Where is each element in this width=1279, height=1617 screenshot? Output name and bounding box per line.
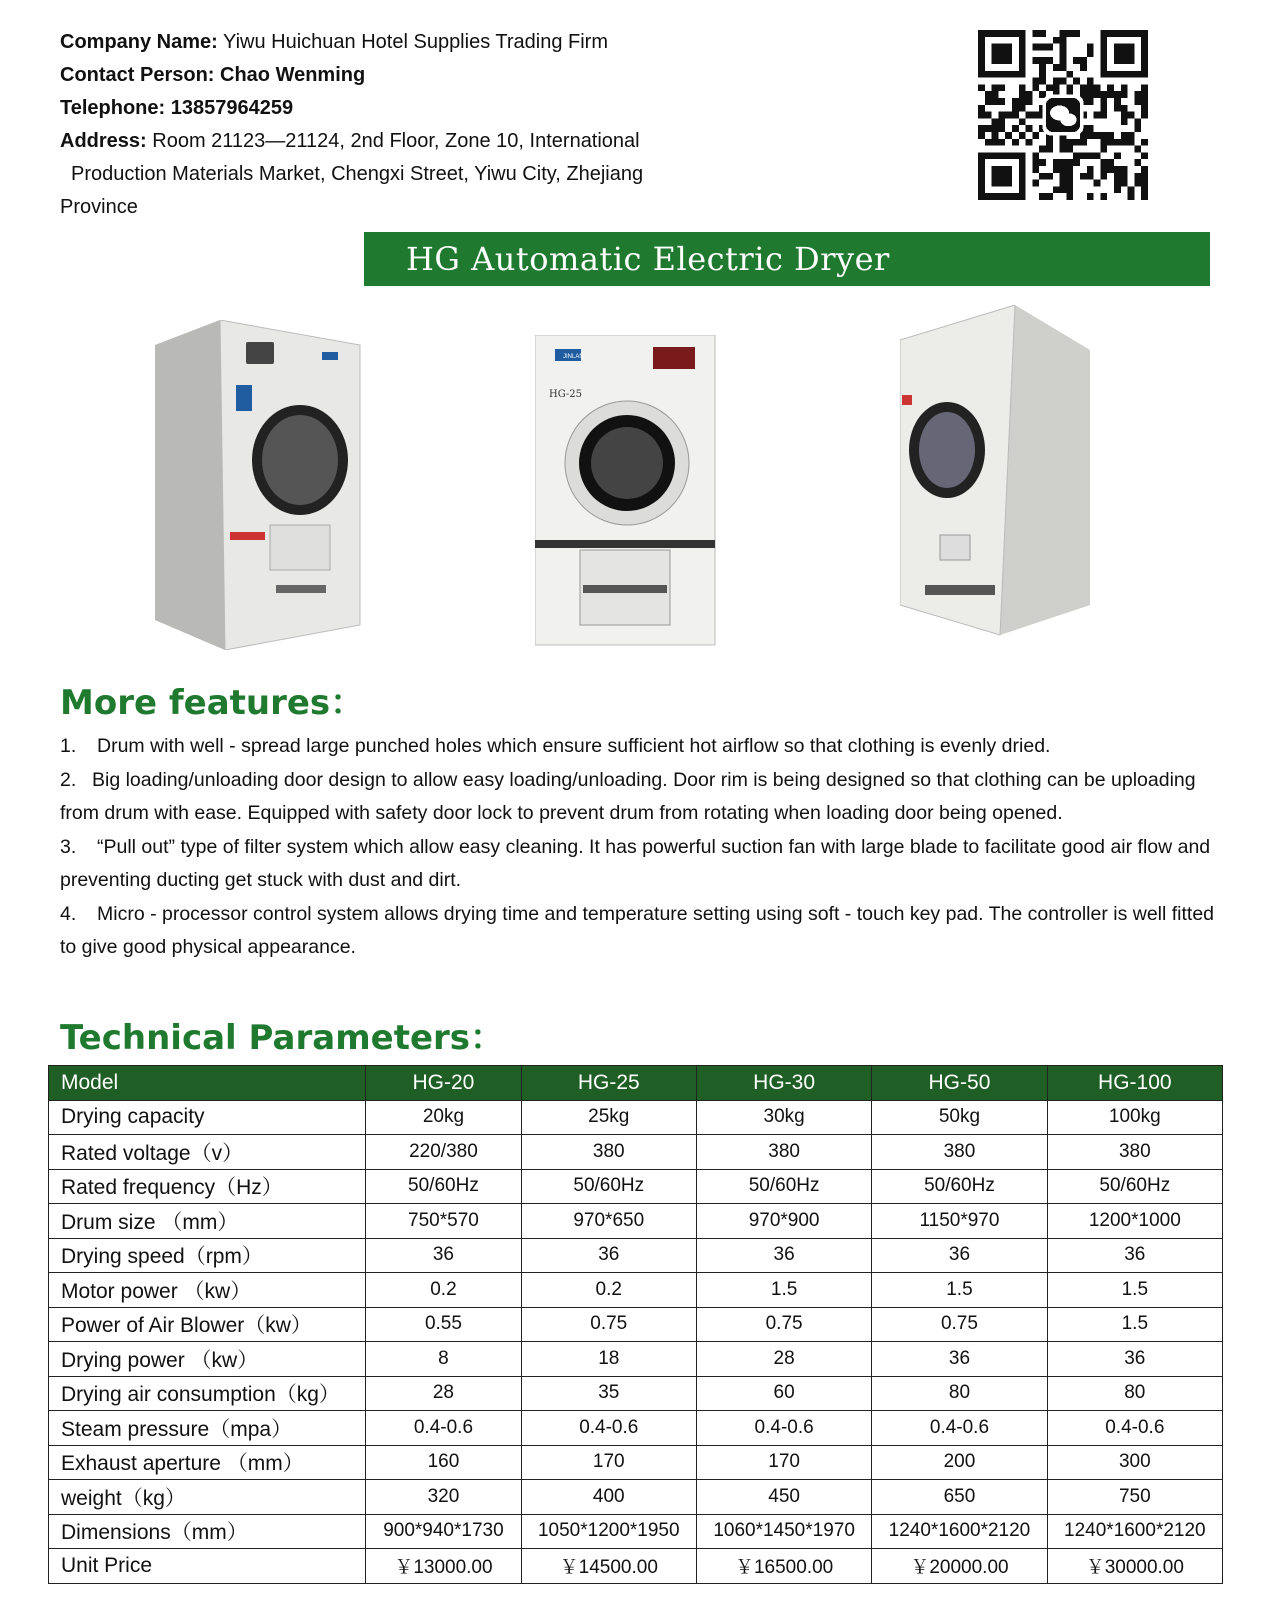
wechat-qr-code — [978, 30, 1148, 200]
parameter-name-cell: Power of Air Blower（kw） — [49, 1307, 366, 1342]
parameter-value-cell: ￥20000.00 — [872, 1549, 1047, 1584]
parameter-value-cell: ￥13000.00 — [366, 1549, 521, 1584]
address-line-1 — [60, 125, 700, 158]
parameter-name-cell: Drying speed（rpm） — [49, 1238, 366, 1273]
parameter-name-cell: Drying air consumption（kg） — [49, 1376, 366, 1411]
features-list — [60, 730, 1220, 965]
header-cell: HG-25 — [521, 1066, 696, 1101]
parameter-value-cell: 1.5 — [1047, 1273, 1222, 1308]
parameter-value-cell: 50/60Hz — [872, 1169, 1047, 1204]
parameter-value-cell: 18 — [521, 1342, 696, 1377]
feature-text: Big loading/unloading door design to allow easy loading/unloading. Door rim is being designed so that clothing can be uploading from drum with ease. Equipped with safety door lock to prevent drum from rotating when loading door being opened. — [60, 768, 1196, 824]
parameter-value-cell: 36 — [366, 1238, 521, 1273]
parameter-value-cell: 170 — [696, 1445, 871, 1480]
parameter-name-cell: Unit Price — [49, 1549, 366, 1584]
table-row — [49, 1549, 1223, 1584]
parameter-value-cell: 25kg — [521, 1100, 696, 1135]
wechat-icon — [1043, 95, 1084, 136]
parameter-value-cell: 0.75 — [872, 1307, 1047, 1342]
address-line-2: Production Materials Market, Chengxi Street, Yiwu City, Zhejiang — [71, 163, 644, 185]
brand-badge: JINLAN — [563, 354, 584, 360]
parameter-name-cell: Dimensions（mm） — [49, 1514, 366, 1549]
parameter-value-cell: 30kg — [696, 1100, 871, 1135]
header-cell: HG-100 — [1047, 1066, 1222, 1101]
parameter-value-cell: 36 — [696, 1238, 871, 1273]
contact-person — [60, 59, 700, 92]
table-row — [49, 1135, 1223, 1170]
feature-text: Micro - processor control system allows drying time and temperature setting using soft - touch key pad. The controller is well fitted to give good physical appearance. — [60, 902, 1215, 958]
model-label: HG-25 — [549, 389, 582, 400]
parameter-value-cell: 170 — [521, 1445, 696, 1480]
parameter-value-cell: ￥16500.00 — [696, 1549, 871, 1584]
parameter-value-cell: 300 — [1047, 1445, 1222, 1480]
parameter-value-cell: 35 — [521, 1376, 696, 1411]
parameter-value-cell: 900*940*1730 — [366, 1514, 521, 1549]
parameter-value-cell: 1.5 — [1047, 1307, 1222, 1342]
parameter-value-cell: 36 — [1047, 1342, 1222, 1377]
parameter-value-cell: 380 — [1047, 1135, 1222, 1170]
table-row — [49, 1480, 1223, 1515]
parameter-name-cell: weight（kg） — [49, 1480, 366, 1515]
parameter-value-cell: 970*650 — [521, 1204, 696, 1239]
header-cell: HG-30 — [696, 1066, 871, 1101]
parameter-value-cell: 1050*1200*1950 — [521, 1514, 696, 1549]
parameter-value-cell: 650 — [872, 1480, 1047, 1515]
parameter-value-cell: 1150*970 — [872, 1204, 1047, 1239]
parameter-value-cell: 380 — [521, 1135, 696, 1170]
parameter-value-cell: 0.75 — [521, 1307, 696, 1342]
parameters-heading: Technical Parameters： — [60, 1018, 505, 1058]
company-info — [60, 26, 700, 224]
parameter-value-cell: 36 — [872, 1238, 1047, 1273]
table-row — [49, 1273, 1223, 1308]
parameter-value-cell: 36 — [521, 1238, 696, 1273]
table-row — [49, 1376, 1223, 1411]
header-cell: Model — [49, 1066, 366, 1101]
telephone — [60, 92, 700, 125]
parameter-value-cell: 0.2 — [521, 1273, 696, 1308]
feature-number: 1. — [60, 735, 77, 757]
company-name-value: Yiwu Huichuan Hotel Supplies Trading Firm — [217, 31, 608, 53]
parameter-value-cell: 100kg — [1047, 1100, 1222, 1135]
parameter-value-cell: 400 — [521, 1480, 696, 1515]
parameter-value-cell: 50/60Hz — [366, 1169, 521, 1204]
parameter-value-cell: 450 — [696, 1480, 871, 1515]
parameter-value-cell: 50/60Hz — [1047, 1169, 1222, 1204]
dryer-photo-1 — [150, 320, 380, 650]
parameter-value-cell: 50/60Hz — [521, 1169, 696, 1204]
feature-item — [60, 898, 1220, 965]
header-cell: HG-50 — [872, 1066, 1047, 1101]
parameter-value-cell: 60 — [696, 1376, 871, 1411]
table-row — [49, 1514, 1223, 1549]
feature-number: 2. — [60, 768, 77, 791]
feature-number: 3. — [60, 835, 77, 858]
address-text-1: Room 21123—21124, 2nd Floor, Zone 10, International — [146, 130, 640, 152]
parameter-value-cell: 750*570 — [366, 1204, 521, 1239]
parameter-value-cell: ￥14500.00 — [521, 1549, 696, 1584]
parameter-name-cell: Rated voltage（v） — [49, 1135, 366, 1170]
product-title-banner — [364, 232, 1210, 286]
table-header-row — [49, 1066, 1223, 1101]
table-row — [49, 1100, 1223, 1135]
parameter-value-cell: 1240*1600*2120 — [1047, 1514, 1222, 1549]
parameter-value-cell: 80 — [1047, 1376, 1222, 1411]
parameter-value-cell: 20kg — [366, 1100, 521, 1135]
product-title: HG Automatic Electric Dryer — [406, 240, 890, 278]
telephone-text: Telephone: 13857964259 — [60, 97, 294, 119]
parameter-value-cell: 1.5 — [872, 1273, 1047, 1308]
parameter-value-cell: 1060*1450*1970 — [696, 1514, 871, 1549]
contact-person-text: Contact Person: Chao Wenming — [60, 64, 366, 86]
table-row — [49, 1169, 1223, 1204]
parameter-value-cell: 0.4-0.6 — [696, 1411, 871, 1446]
table-row — [49, 1445, 1223, 1480]
parameter-value-cell: 36 — [1047, 1238, 1222, 1273]
parameter-value-cell: 380 — [872, 1135, 1047, 1170]
address-line-3: Province — [60, 196, 138, 218]
parameter-value-cell: 36 — [872, 1342, 1047, 1377]
dryer-photo-3 — [900, 305, 1120, 650]
parameter-value-cell: 160 — [366, 1445, 521, 1480]
parameter-name-cell: Rated frequency（Hz） — [49, 1169, 366, 1204]
parameter-value-cell: 1240*1600*2120 — [872, 1514, 1047, 1549]
feature-text: Drum with well - spread large punched holes which ensure sufficient hot airflow so that clothing is evenly dried. — [97, 735, 1051, 757]
parameter-value-cell: ￥30000.00 — [1047, 1549, 1222, 1584]
parameter-value-cell: 1.5 — [696, 1273, 871, 1308]
feature-item — [60, 831, 1220, 898]
company-name-label: Company Name: — [60, 31, 218, 53]
parameter-value-cell: 220/380 — [366, 1135, 521, 1170]
parameter-value-cell: 80 — [872, 1376, 1047, 1411]
parameter-value-cell: 200 — [872, 1445, 1047, 1480]
parameter-name-cell: Steam pressure（mpa） — [49, 1411, 366, 1446]
parameter-name-cell: Exhaust aperture （mm） — [49, 1445, 366, 1480]
parameter-value-cell: 750 — [1047, 1480, 1222, 1515]
feature-item — [60, 730, 1220, 764]
header-cell: HG-20 — [366, 1066, 521, 1101]
parameter-value-cell: 50kg — [872, 1100, 1047, 1135]
parameter-value-cell: 0.4-0.6 — [366, 1411, 521, 1446]
parameter-value-cell: 320 — [366, 1480, 521, 1515]
parameter-value-cell: 380 — [696, 1135, 871, 1170]
parameter-value-cell: 0.4-0.6 — [872, 1411, 1047, 1446]
table-row — [49, 1238, 1223, 1273]
parameter-name-cell: Motor power （kw） — [49, 1273, 366, 1308]
parameter-name-cell: Drying power （kw） — [49, 1342, 366, 1377]
address-label: Address: — [60, 130, 147, 152]
table-row — [49, 1342, 1223, 1377]
feature-text: “Pull out” type of filter system which allow easy cleaning. It has powerful suction fan with large blade to facilitate good air flow and preventing ducting get stuck with dust and dirt. — [60, 835, 1211, 891]
parameter-value-cell: 970*900 — [696, 1204, 871, 1239]
parameter-value-cell: 50/60Hz — [696, 1169, 871, 1204]
dryer-photo-2 — [535, 335, 725, 650]
parameter-name-cell: Drum size （mm） — [49, 1204, 366, 1239]
table-row — [49, 1307, 1223, 1342]
parameter-name-cell: Drying capacity — [49, 1100, 366, 1135]
feature-item — [60, 764, 1220, 831]
parameter-value-cell: 0.55 — [366, 1307, 521, 1342]
parameter-value-cell: 0.2 — [366, 1273, 521, 1308]
parameter-value-cell: 1200*1000 — [1047, 1204, 1222, 1239]
table-row — [49, 1204, 1223, 1239]
parameter-value-cell: 0.75 — [696, 1307, 871, 1342]
parameters-table — [48, 1065, 1223, 1584]
parameter-value-cell: 8 — [366, 1342, 521, 1377]
parameter-value-cell: 0.4-0.6 — [521, 1411, 696, 1446]
table-row — [49, 1411, 1223, 1446]
parameter-value-cell: 0.4-0.6 — [1047, 1411, 1222, 1446]
parameter-value-cell: 28 — [696, 1342, 871, 1377]
company-name-line — [60, 26, 700, 59]
features-heading: More features： — [60, 683, 365, 723]
parameter-value-cell: 28 — [366, 1376, 521, 1411]
feature-number: 4. — [60, 902, 77, 925]
